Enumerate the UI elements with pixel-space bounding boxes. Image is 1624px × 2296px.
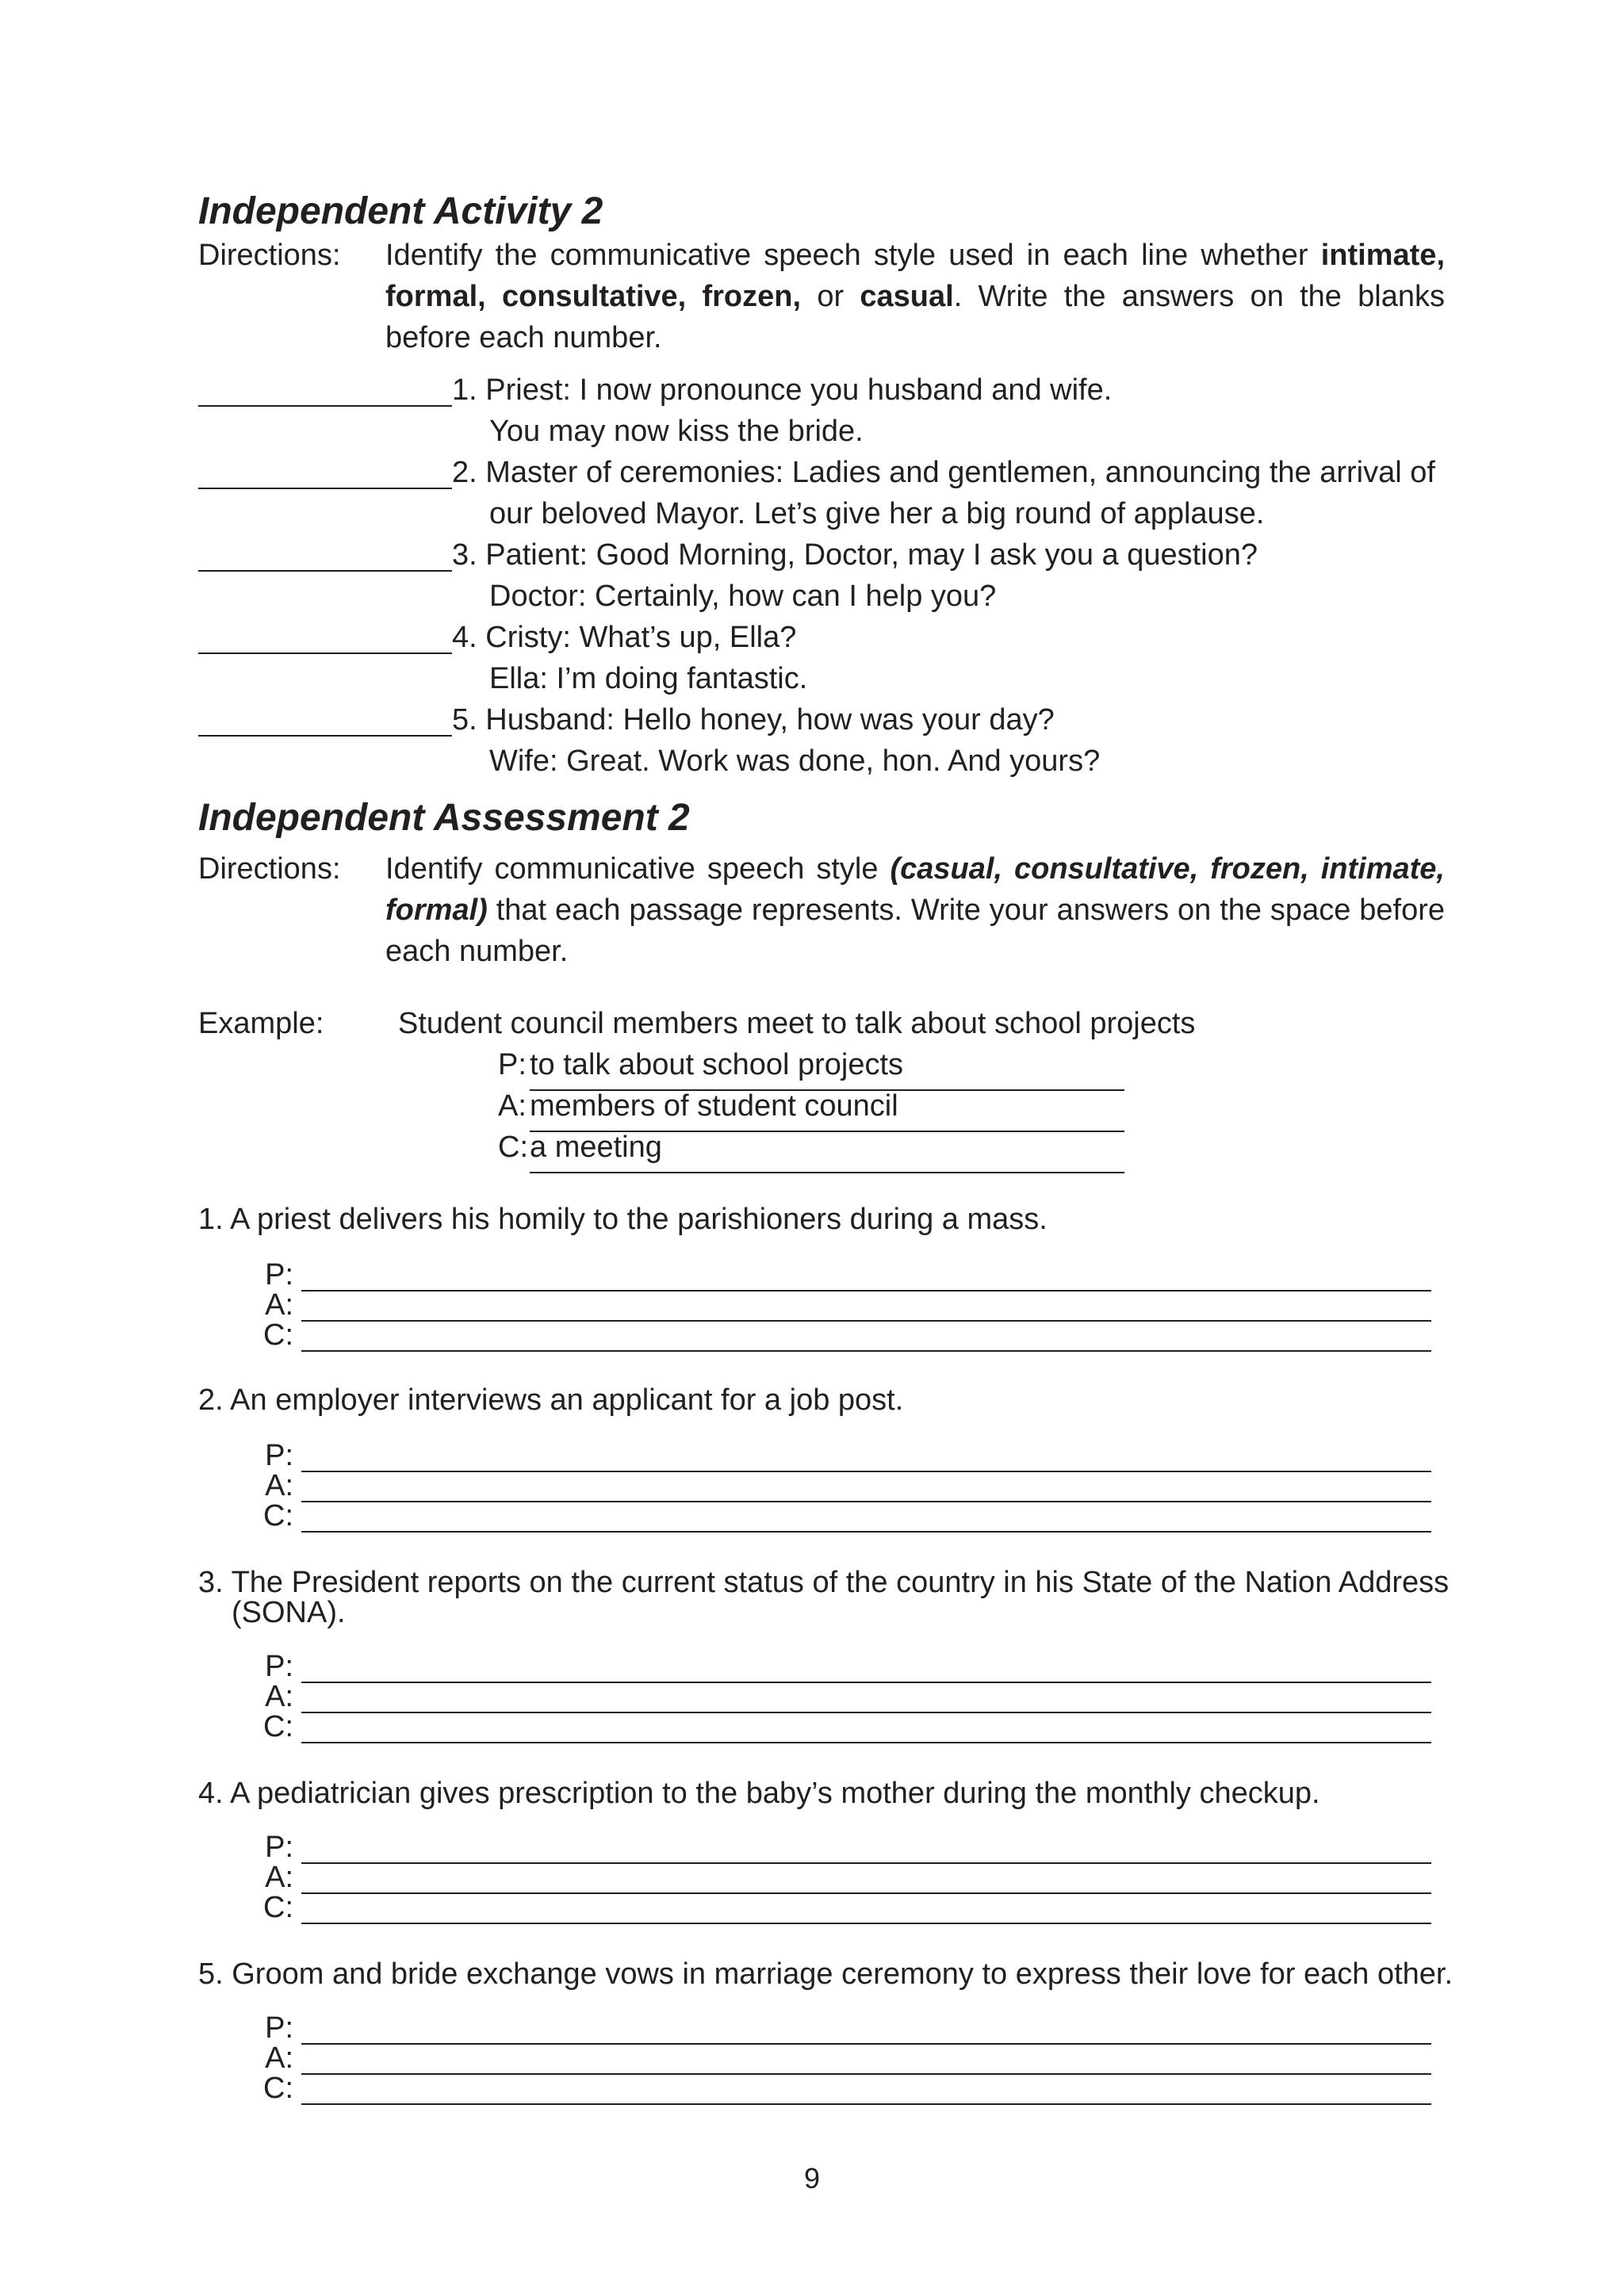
row-label-p: P: <box>265 1831 293 1864</box>
assessment-item-text: 5. Groom and bride exchange vows in marriage ceremony to express their love for each other. <box>198 1957 1454 1991</box>
assessment-directions-text: Identify communicative speech style (casual, consultative, frozen, intimate, formal) that each passage represents. Write your answers on the space before each number. <box>385 852 1445 968</box>
activity-item-line: 2. Master of ceremonies: Ladies and gentlemen, announcing the arrival of <box>452 456 1435 489</box>
example-row-label: P: <box>498 1048 527 1081</box>
answer-line-a[interactable] <box>301 2073 1431 2075</box>
assessment-directions-label: Directions: <box>198 852 341 886</box>
activity-title: Independent Activity 2 <box>198 190 603 232</box>
answer-line-p[interactable] <box>301 2043 1431 2045</box>
row-label-a: A: <box>265 1680 293 1713</box>
answer-line-p[interactable] <box>301 1682 1431 1683</box>
row-label-c: C: <box>263 2072 293 2105</box>
activity-item-line: You may now kiss the bride. <box>489 415 864 448</box>
example-underline <box>530 1172 1124 1173</box>
example-row-label: C: <box>498 1131 528 1164</box>
answer-blank[interactable] <box>198 488 452 489</box>
example-sentence: Student council members meet to talk about school projects <box>398 1007 1196 1040</box>
row-label-a: A: <box>265 2042 293 2075</box>
answer-line-a[interactable] <box>301 1320 1431 1322</box>
example-row-label: A: <box>498 1089 527 1123</box>
assessment-item-text-cont: (SONA). <box>232 1596 346 1629</box>
example-row-value: a meeting <box>530 1131 662 1164</box>
assessment-title: Independent Assessment 2 <box>198 797 690 839</box>
activity-directions-label: Directions: <box>198 239 341 272</box>
row-label-a: A: <box>265 1469 293 1502</box>
answer-line-a[interactable] <box>301 1712 1431 1713</box>
answer-line-c[interactable] <box>301 1531 1431 1533</box>
activity-item-line: 4. Cristy: What’s up, Ella? <box>452 621 797 654</box>
example-label: Example: <box>198 1007 324 1040</box>
row-label-p: P: <box>265 1258 293 1292</box>
answer-line-a[interactable] <box>301 1892 1431 1894</box>
activity-item-line: Wife: Great. Work was done, hon. And yours? <box>489 744 1101 778</box>
answer-line-c[interactable] <box>301 1923 1431 1924</box>
activity-item-line: Ella: I’m doing fantastic. <box>489 662 808 695</box>
assessment-item-text: 1. A priest delivers his homily to the parishioners during a mass. <box>198 1203 1048 1236</box>
row-label-c: C: <box>263 1891 293 1924</box>
row-label-a: A: <box>265 1861 293 1894</box>
activity-item-line: 3. Patient: Good Morning, Doctor, may I ask you a question? <box>452 538 1258 572</box>
row-label-c: C: <box>263 1318 293 1352</box>
row-label-c: C: <box>263 1710 293 1743</box>
activity-directions-text: Identify the communicative speech style used in each line whether intimate, formal, consultative, frozen, or casual. Write the answers on the blanks before each number. <box>385 239 1446 354</box>
answer-line-p[interactable] <box>301 1862 1431 1864</box>
activity-item-line: 1. Priest: I now pronounce you husband and wife. <box>452 373 1113 407</box>
page-number: 9 <box>803 2162 821 2195</box>
activity-item-line: Doctor: Certainly, how can I help you? <box>489 580 997 613</box>
row-label-a: A: <box>265 1288 293 1322</box>
row-label-c: C: <box>263 1499 293 1533</box>
activity-item-line: 5. Husband: Hello honey, how was your day? <box>452 703 1055 737</box>
answer-blank[interactable] <box>198 652 452 654</box>
assessment-item-text: 3. The President reports on the current status of the country in his State of the Nation Address <box>198 1566 1450 1599</box>
example-row-value: to talk about school projects <box>530 1048 904 1081</box>
answer-line-c[interactable] <box>301 1742 1431 1743</box>
activity-item-line: our beloved Mayor. Let’s give her a big round of applause. <box>489 497 1265 530</box>
answer-line-p[interactable] <box>301 1471 1431 1472</box>
answer-line-c[interactable] <box>301 2103 1431 2105</box>
row-label-p: P: <box>265 1650 293 1683</box>
answer-line-a[interactable] <box>301 1501 1431 1502</box>
assessment-item-text: 4. A pediatrician gives prescription to the baby’s mother during the monthly checkup. <box>198 1777 1320 1810</box>
answer-blank[interactable] <box>198 570 452 572</box>
assessment-item-text: 2. An employer interviews an applicant for a job post. <box>198 1383 904 1417</box>
answer-line-c[interactable] <box>301 1350 1431 1352</box>
example-row-value: members of student council <box>530 1089 898 1123</box>
answer-blank[interactable] <box>198 405 452 407</box>
answer-line-p[interactable] <box>301 1290 1431 1292</box>
row-label-p: P: <box>265 1439 293 1472</box>
row-label-p: P: <box>265 2011 293 2045</box>
answer-blank[interactable] <box>198 735 452 737</box>
